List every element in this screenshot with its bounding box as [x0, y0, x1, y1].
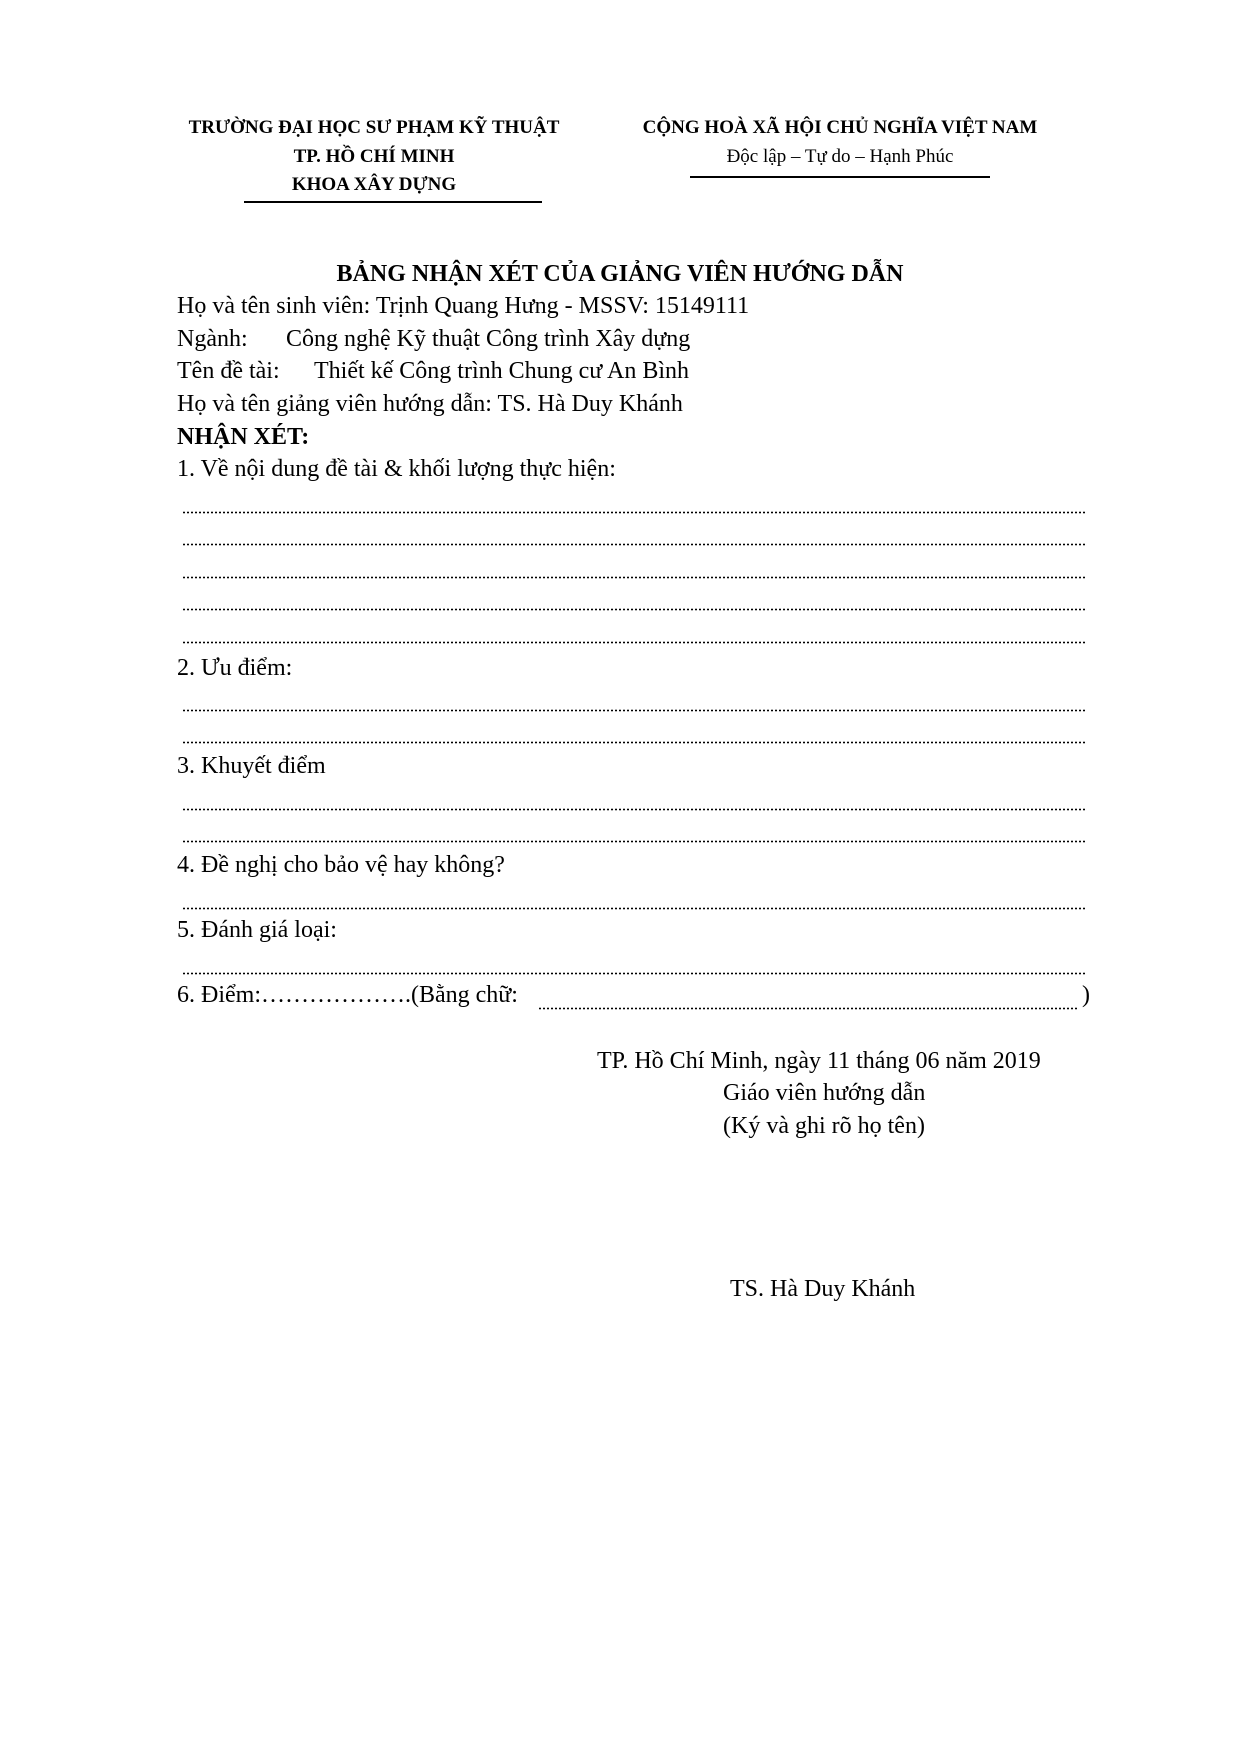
- dotted-line: [182, 840, 1086, 843]
- major-value: Công nghệ Kỹ thuật Công trình Xây dựng: [286, 326, 691, 352]
- signer-name: TS. Hà Duy Khánh: [730, 1276, 916, 1302]
- section-score-label: 6. Điểm:……………….(Bằng chữ:: [177, 982, 518, 1008]
- advisor-info: Họ và tên giảng viên hướng dẫn: TS. Hà Duy Khánh: [177, 391, 683, 417]
- comments-heading: NHẬN XÉT:: [177, 424, 310, 450]
- dotted-line: [182, 808, 1086, 811]
- dotted-line: [182, 972, 1086, 975]
- country-motto: Độc lập – Tự do – Hạnh Phúc: [726, 146, 954, 167]
- header-left-underline: [244, 201, 542, 203]
- topic-value: Thiết kế Công trình Chung cư An Bình: [314, 358, 689, 384]
- topic-label: Tên đề tài:: [177, 358, 280, 384]
- dotted-line: [182, 543, 1086, 546]
- section-strengths-label: 2. Ưu điểm:: [177, 655, 293, 681]
- faculty-name: KHOA XÂY DỰNG: [291, 174, 457, 195]
- signer-role: Giáo viên hướng dẫn: [723, 1080, 926, 1106]
- section-weaknesses-label: 3. Khuyết điểm: [177, 753, 326, 779]
- dotted-line: [182, 741, 1086, 744]
- score-close-paren: ): [1082, 982, 1090, 1008]
- dotted-line: [182, 576, 1086, 579]
- school-city: TP. HỒ CHÍ MINH: [293, 146, 455, 167]
- dotted-line: [182, 511, 1086, 514]
- dotted-line: [182, 608, 1086, 611]
- dotted-line: [182, 641, 1086, 644]
- header-right-underline: [690, 176, 990, 178]
- country-name: CỘNG HOÀ XÃ HỘI CHỦ NGHĨA VIỆT NAM: [642, 117, 1038, 138]
- dotted-line: [182, 907, 1086, 910]
- dotted-line: [182, 709, 1086, 712]
- school-name: TRƯỜNG ĐẠI HỌC SƯ PHẠM KỸ THUẬT: [188, 117, 560, 138]
- signature-note: (Ký và ghi rõ họ tên): [723, 1113, 925, 1139]
- section-content-label: 1. Về nội dung đề tài & khối lượng thực hiện:: [177, 456, 616, 482]
- document-title: BẢNG NHẬN XÉT CỦA GIẢNG VIÊN HƯỚNG DẪN: [336, 261, 904, 287]
- score-dotted-fill: [538, 1007, 1078, 1010]
- section-grade-label: 5. Đánh giá loại:: [177, 917, 337, 943]
- place-date: TP. Hồ Chí Minh, ngày 11 tháng 06 năm 2019: [597, 1048, 1041, 1074]
- student-info: Họ và tên sinh viên: Trịnh Quang Hưng - MSSV: 15149111: [177, 293, 750, 319]
- section-defense-label: 4. Đề nghị cho bảo vệ hay không?: [177, 852, 505, 878]
- major-label: Ngành:: [177, 326, 248, 352]
